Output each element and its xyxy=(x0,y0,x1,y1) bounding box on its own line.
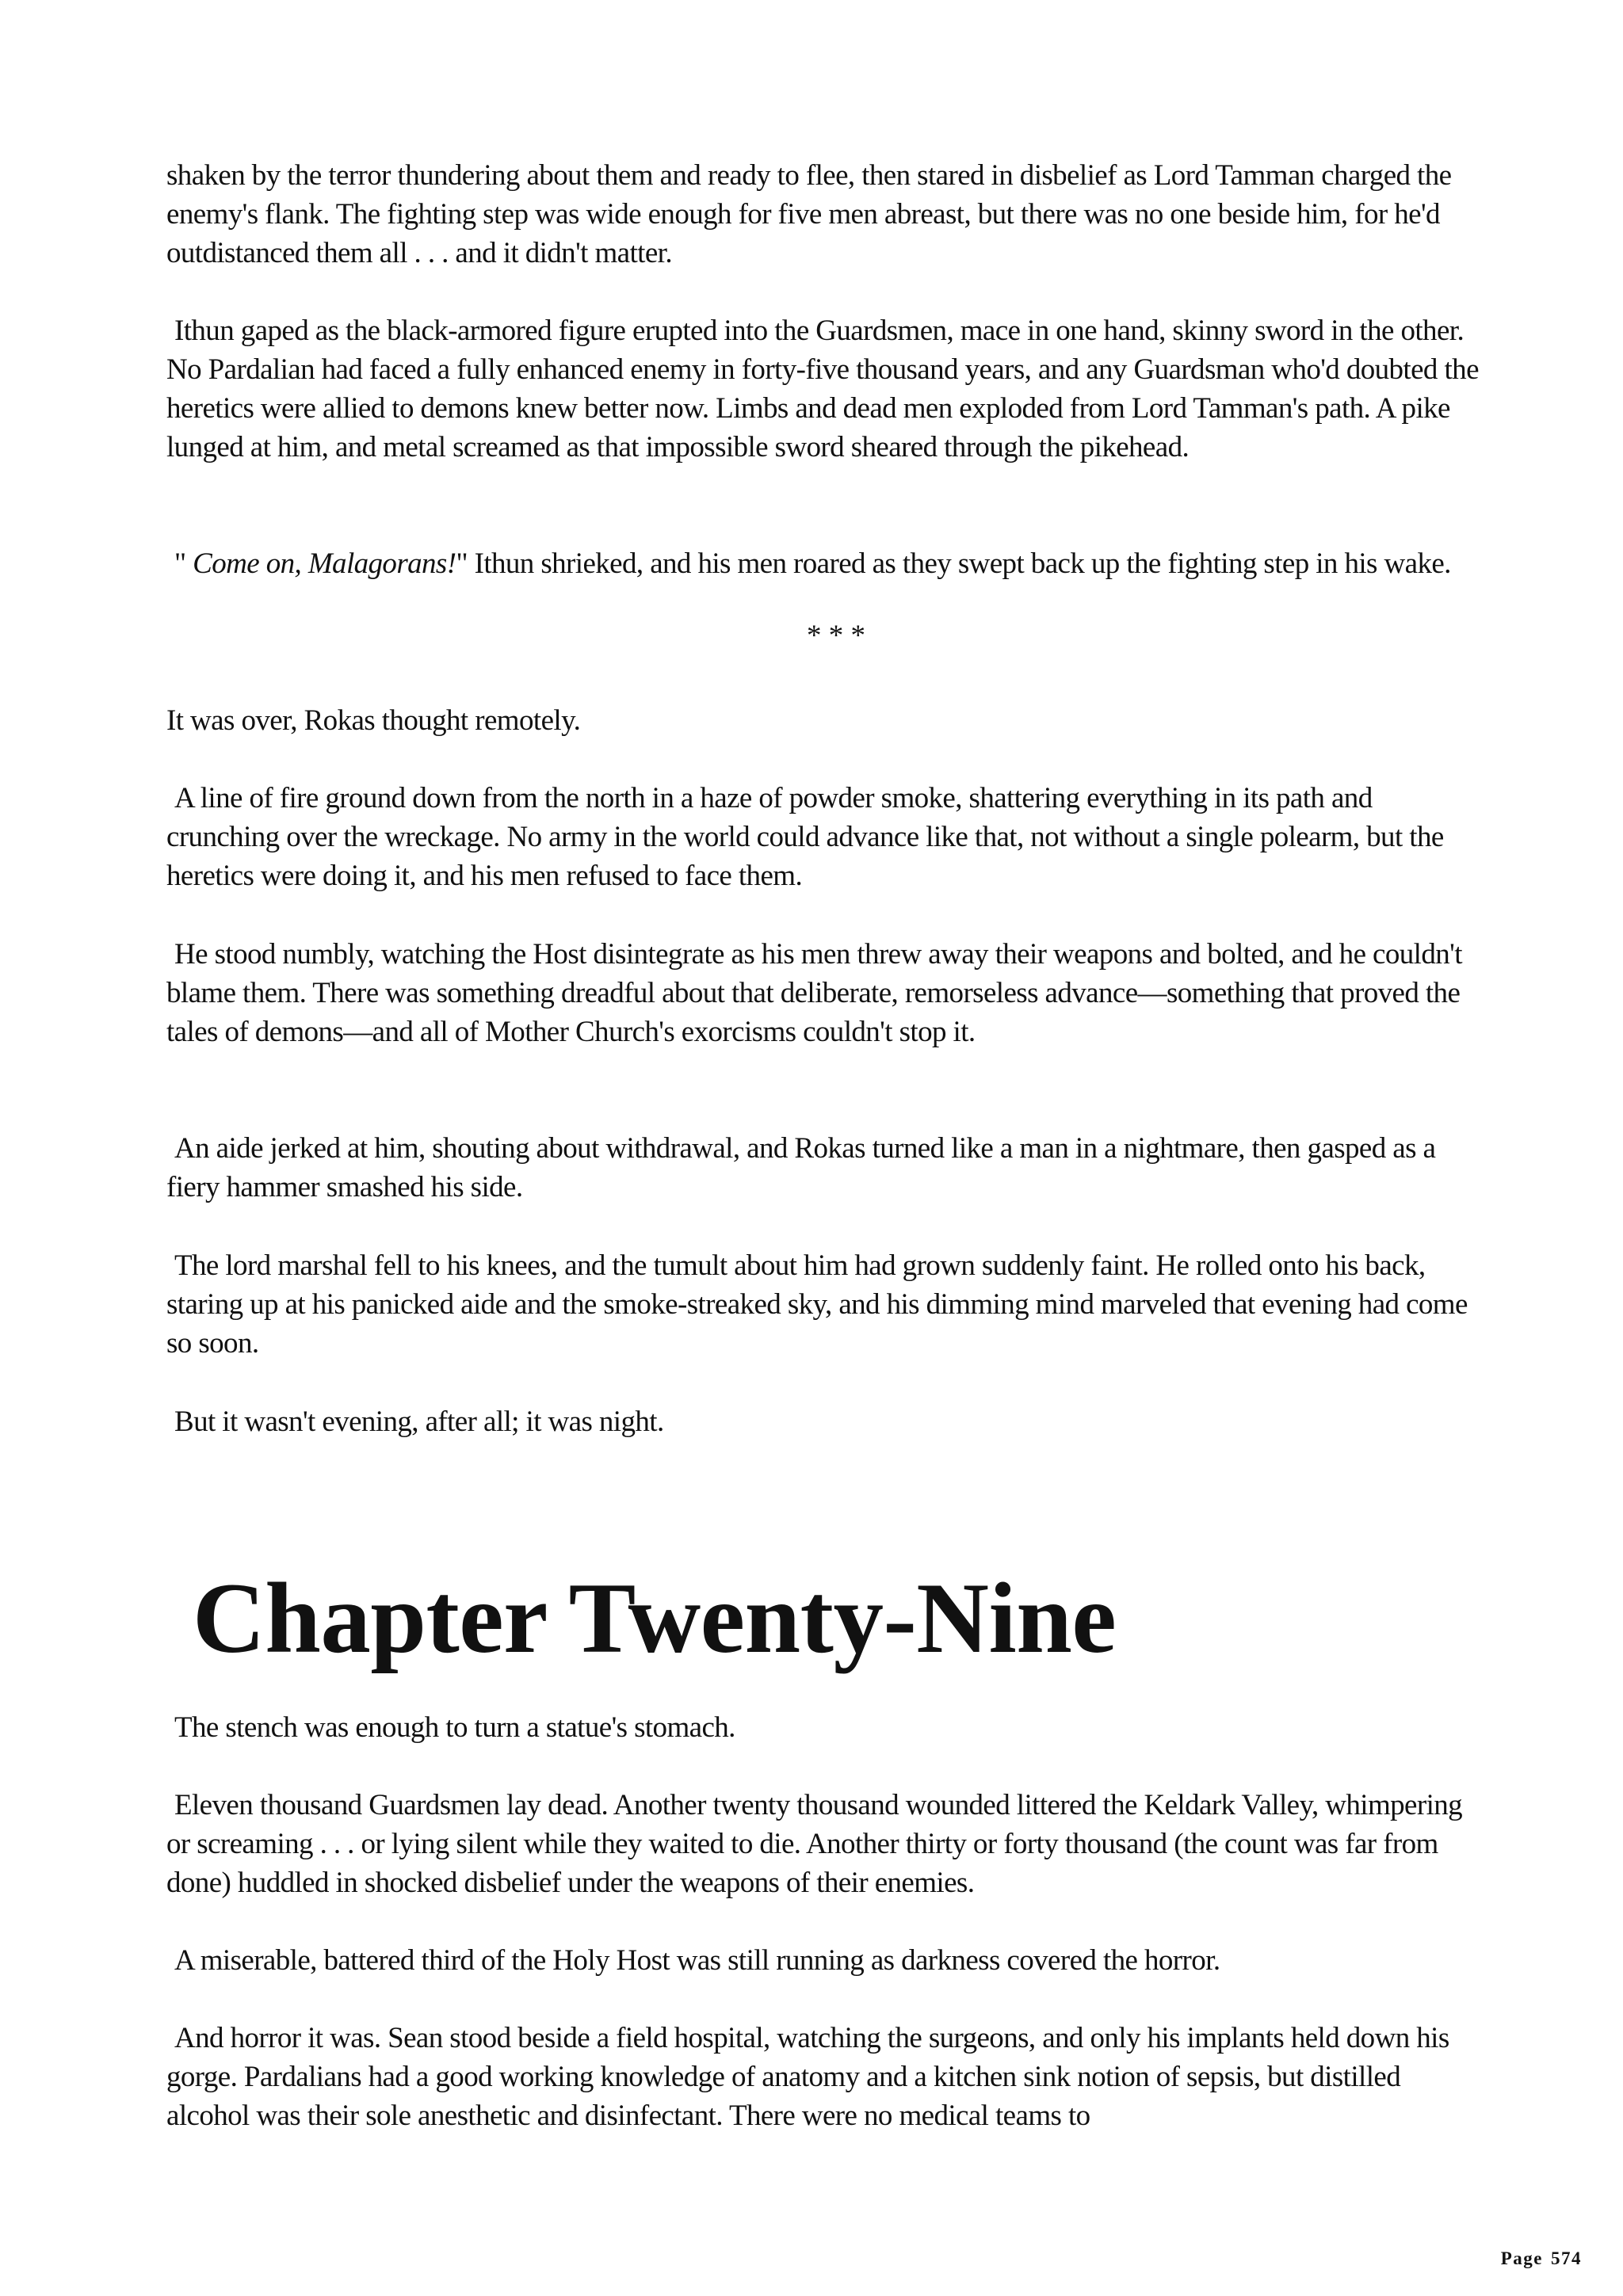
page-number-value: 574 xyxy=(1551,2248,1582,2268)
paragraph: The lord marshal fell to his knees, and the tumult about him had grown suddenly faint. He rolled onto his back, staring up at his panicked aide and the smoke-streaked sky, and his dimming mind marveled that evening had come so soon. xyxy=(166,1249,1468,1360)
quote-rest: " Ithun shrieked, and his men roared as they swept back up the fighting step in his wake. xyxy=(456,547,1451,580)
quote-open: " xyxy=(174,547,193,580)
paragraph: But it wasn't evening, after all; it was night. xyxy=(174,1405,664,1438)
paragraph: And horror it was. Sean stood beside a field hospital, watching the surgeons, and only his implants held down his gorge. Pardalians had a good working knowledge of anatomy and a kitchen sink notion of sepsis, but distilled alcohol was their sole anesthetic and disinfectant. There were no medical teams to xyxy=(166,2022,1449,2132)
scene-break: * * * xyxy=(807,620,865,652)
paragraph: The stench was enough to turn a statue's stomach. xyxy=(174,1711,735,1744)
paragraph: Eleven thousand Guardsmen lay dead. Another twenty thousand wounded littered the Keldark Valley, whimpering or screaming . . . or lying silent while they waited to die. Another thirty or forty thousand (the count was far from done) huddled in shocked disbelief under the weapons of their enemies. xyxy=(166,1789,1463,1899)
dialogue-paragraph xyxy=(166,544,1482,583)
paragraph: An aide jerked at him, shouting about withdrawal, and Rokas turned like a man in a nightmare, then gasped as a fiery hammer smashed his side. xyxy=(166,1132,1436,1203)
page-label: Page xyxy=(1500,2248,1543,2268)
paragraph: It was over, Rokas thought remotely. xyxy=(166,704,581,737)
paragraph: A line of fire ground down from the north in a haze of powder smoke, shattering everything in its path and crunching over the wreckage. No army in the world could advance like that, not without a single polearm, but the heretics were doing it, and his men refused to face them. xyxy=(166,782,1444,892)
chapter-title: Chapter Twenty-Nine xyxy=(193,1563,1117,1674)
paragraph: He stood numbly, watching the Host disintegrate as his men threw away their weapons and bolted, and he couldn't blame them. There was something dreadful about that deliberate, remorseless advance—something that proved the tales of demons—and all of Mother Church's exorcisms couldn't stop it. xyxy=(166,938,1462,1048)
quote-italic: Come on, Malagorans! xyxy=(193,547,456,580)
paragraph: A miserable, battered third of the Holy Host was still running as darkness covered the horror. xyxy=(174,1944,1220,1977)
page-number xyxy=(1501,2248,1582,2269)
paragraph: shaken by the terror thundering about them and ready to flee, then stared in disbelief as Lord Tamman charged the enemy's flank. The fighting step was wide enough for five men abreast, but there was no one beside him, for he'd outdistanced them all . . . and it didn't matter. xyxy=(166,159,1452,269)
paragraph: Ithun gaped as the black-armored figure erupted into the Guardsmen, mace in one hand, skinny sword in the other. No Pardalian had faced a fully enhanced enemy in forty-five thousand years, and any Guardsman who'd doubted the heretics were allied to demons knew better now. Limbs and dead men exploded from Lord Tamman's path. A pike lunged at him, and metal screamed as that impossible sword sheared through the pikehead. xyxy=(166,315,1479,463)
